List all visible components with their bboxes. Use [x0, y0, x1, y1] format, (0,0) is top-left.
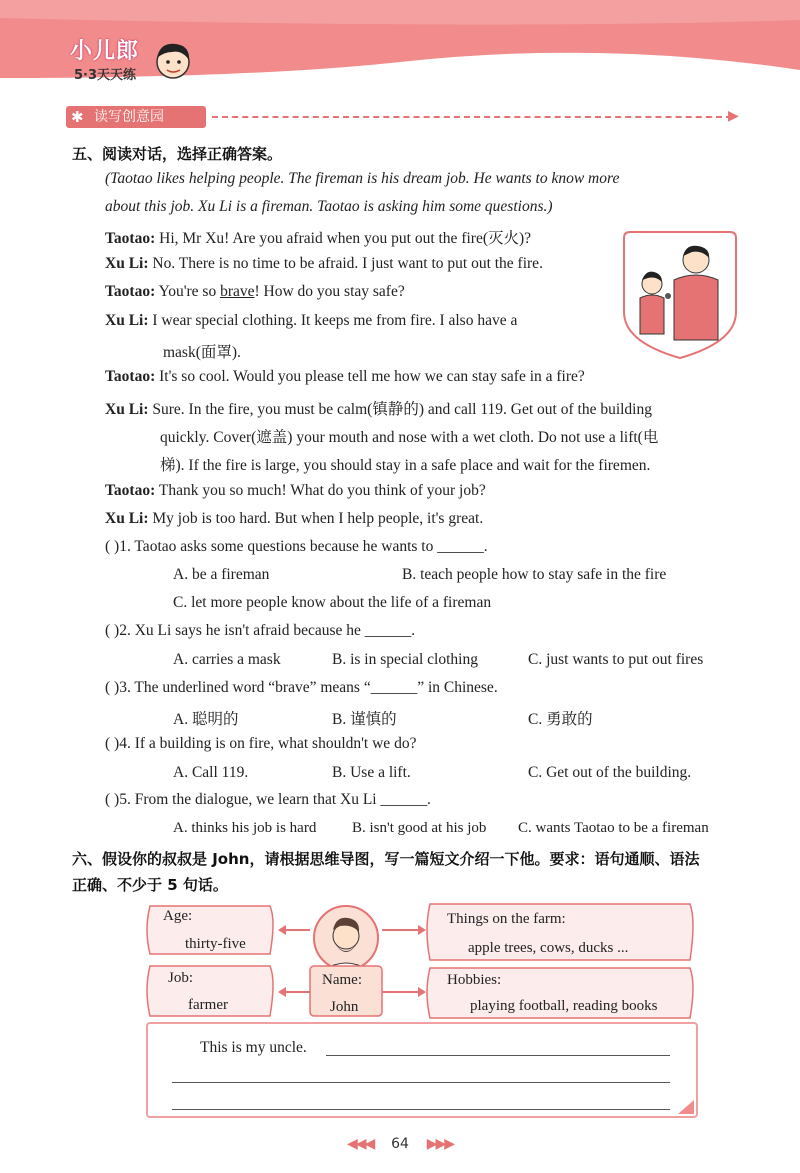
- speaker: Xu Li:: [105, 255, 149, 272]
- page-footer: [0, 1136, 800, 1152]
- q5-option-b: B. isn't good at his job: [352, 820, 487, 836]
- writing-start: This is my uncle.: [200, 1039, 307, 1056]
- q4-option-b: B. Use a lift.: [332, 764, 411, 781]
- answer-paren[interactable]: ( ): [105, 679, 120, 696]
- dialogue-line-8: [105, 510, 483, 528]
- section6-heading-1: 六、假设你的叔叔是 John，请根据思维导图，写一篇短文介绍一下他。要求：语句通顺、语法: [72, 850, 700, 868]
- question-text: 2. Xu Li says he isn't afraid because he ______.: [119, 622, 416, 639]
- underlined-word: brave: [220, 283, 255, 300]
- dialogue-line-3: [105, 283, 405, 301]
- answer-paren[interactable]: ( ): [105, 622, 120, 639]
- dialogue-text: Sure. In the fire, you must be calm(镇静的) and call 119. Get out of the building: [152, 401, 652, 418]
- fireman-illustration: [622, 222, 738, 362]
- dialogue-text: No. There is no time to be afraid. I just want to put out the fire.: [152, 255, 543, 272]
- name-value: John: [330, 999, 359, 1015]
- q5-option-c: C. wants Taotao to be a fireman: [518, 820, 709, 836]
- dialogue-line-7: [105, 482, 486, 500]
- writing-line-2[interactable]: [172, 1082, 670, 1083]
- right-arrows-icon: ▶▶▶: [426, 1136, 454, 1152]
- speaker: Taotao:: [105, 482, 156, 499]
- question-text: 1. Taotao asks some questions because he wants to ______.: [119, 538, 488, 555]
- speaker: Taotao:: [105, 368, 156, 385]
- answer-paren[interactable]: ( ): [105, 791, 120, 808]
- question-5: [105, 791, 431, 809]
- q3-option-a: A. 聪明的: [173, 711, 239, 728]
- dashed-divider: [212, 116, 732, 118]
- job-label: Job:: [168, 970, 194, 986]
- dialogue-line-2: [105, 255, 543, 273]
- star-icon: ✱: [71, 108, 84, 126]
- dialogue-text-post: ! How do you stay safe?: [254, 283, 405, 300]
- writing-line-1[interactable]: [326, 1055, 670, 1056]
- q1-option-a: A. be a fireman: [173, 566, 270, 583]
- section5-heading: 五、阅读对话，选择正确答案。: [72, 145, 283, 163]
- question-3: [105, 679, 498, 697]
- boy-mascot-icon: [152, 38, 194, 84]
- q4-option-c: C. Get out of the building.: [528, 764, 692, 781]
- logo-subtitle: 5·3天天练: [74, 68, 137, 83]
- q2-option-b: B. is in special clothing: [332, 651, 478, 668]
- speaker: Taotao:: [105, 230, 156, 247]
- dialogue-line-6-cont2: 梯). If the fire is large, you should stay in a safe place and wait for the firemen.: [160, 457, 651, 474]
- writing-line-3[interactable]: [172, 1109, 670, 1110]
- q3-option-c: C. 勇敢的: [528, 711, 593, 728]
- section-tag-label: 读写创意园: [94, 109, 164, 125]
- q1-option-b: B. teach people how to stay safe in the fire: [402, 566, 667, 583]
- arrow-right-icon: ▶: [728, 109, 739, 124]
- age-label: Age:: [163, 908, 193, 924]
- logo-title: 小儿郎: [70, 39, 140, 64]
- question-text: 3. The underlined word “brave” means “______” in Chinese.: [119, 679, 498, 696]
- age-value: thirty-five: [185, 936, 246, 952]
- q1-option-c: C. let more people know about the life of a fireman: [173, 594, 492, 611]
- name-label: Name:: [322, 972, 362, 988]
- writing-area[interactable]: [146, 1022, 698, 1118]
- hobbies-value: playing football, reading books: [470, 998, 658, 1014]
- dialogue-text: Hi, Mr Xu! Are you afraid when you put out the fire(灭火)?: [159, 230, 532, 247]
- dialogue-text: I wear special clothing. It keeps me from fire. I also have a: [152, 312, 518, 329]
- section-tag: [66, 106, 206, 128]
- left-arrows-icon: ◀◀◀: [346, 1136, 374, 1152]
- q2-option-c: C. just wants to put out fires: [528, 651, 704, 668]
- dialogue-line-5: [105, 368, 585, 386]
- question-text: 5. From the dialogue, we learn that Xu Li ______.: [119, 791, 431, 808]
- dialogue-line-1: [105, 226, 531, 248]
- page-header: [0, 0, 800, 83]
- question-1: [105, 538, 488, 556]
- q4-option-a: A. Call 119.: [173, 764, 249, 781]
- intro-line-1: (Taotao likes helping people. The fireman is his dream job. He wants to know more: [105, 170, 620, 187]
- question-2: [105, 622, 415, 640]
- q2-option-a: A. carries a mask: [173, 651, 281, 668]
- q3-option-b: B. 谨慎的: [332, 711, 397, 728]
- intro-line-2: about this job. Xu Li is a fireman. Taotao is asking him some questions.): [105, 198, 553, 215]
- speaker: Xu Li:: [105, 510, 149, 527]
- hobbies-label: Hobbies:: [447, 972, 502, 988]
- corner-fold-icon: [678, 1100, 694, 1114]
- q5-option-a: A. thinks his job is hard: [173, 820, 317, 836]
- speaker: Xu Li:: [105, 401, 149, 418]
- dialogue-line-6-cont: quickly. Cover(遮盖) your mouth and nose with a wet cloth. Do not use a lift(电: [160, 429, 659, 446]
- farm-label: Things on the farm:: [447, 911, 566, 927]
- page-number: 64: [391, 1136, 409, 1152]
- dialogue-line-6: [105, 397, 652, 419]
- dialogue-text-pre: You're so: [158, 283, 221, 300]
- question-text: 4. If a building is on fire, what shouldn't we do?: [119, 735, 417, 752]
- dialogue-text: Thank you so much! What do you think of your job?: [158, 482, 486, 499]
- question-4: [105, 735, 416, 753]
- dialogue-text: My job is too hard. But when I help people, it's great.: [152, 510, 484, 527]
- section6-heading-2: 正确、不少于 5 句话。: [72, 876, 228, 894]
- speaker: Taotao:: [105, 283, 156, 300]
- answer-paren[interactable]: ( ): [105, 735, 120, 752]
- dialogue-line-4: [105, 312, 517, 330]
- dialogue-text: It's so cool. Would you please tell me how we can stay safe in a fire?: [159, 368, 585, 385]
- answer-paren[interactable]: ( ): [105, 538, 120, 555]
- speaker: Xu Li:: [105, 312, 149, 329]
- farm-value: apple trees, cows, ducks ...: [468, 940, 629, 956]
- job-value: farmer: [188, 997, 228, 1013]
- dialogue-line-4-cont: mask(面罩).: [163, 344, 241, 361]
